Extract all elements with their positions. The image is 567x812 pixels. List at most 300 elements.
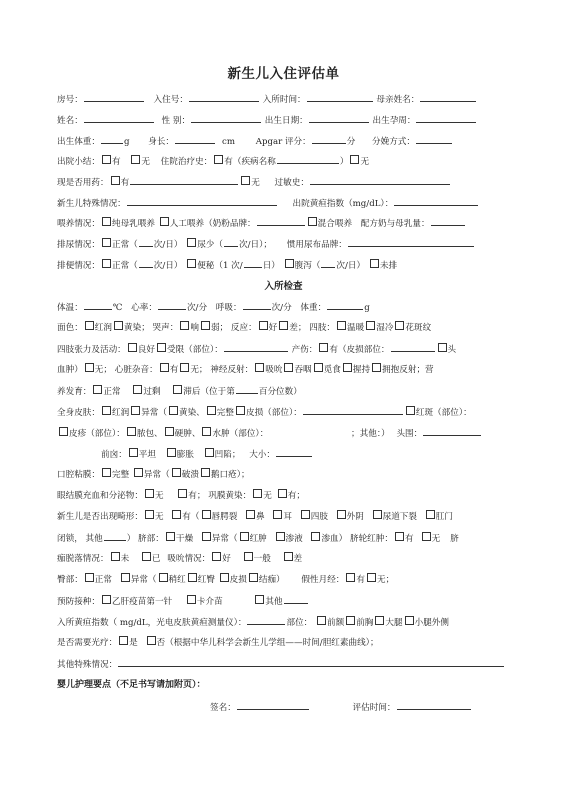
checkbox-injury-no[interactable] — [85, 363, 94, 372]
checkbox-forehead[interactable] — [317, 616, 326, 625]
checkbox-pustule[interactable] — [127, 427, 136, 436]
checkbox-hepb[interactable] — [102, 595, 111, 604]
checkbox-murmur-yes[interactable] — [160, 363, 169, 372]
label-apgar: Apgar 评分： — [255, 137, 311, 147]
checkbox-sclera-yes[interactable] — [278, 489, 287, 498]
label-special: 新生儿特殊情况： — [57, 199, 126, 209]
opt-treat-no: 无 — [360, 157, 370, 167]
opt-butt-abnormal: 异常（ — [130, 575, 157, 585]
label-diaper: 惯用尿布品牌： — [286, 240, 347, 250]
row-basic-3 — [57, 134, 517, 148]
checkbox-vac-other[interactable] — [255, 595, 264, 604]
checkbox-butt-red[interactable] — [188, 573, 197, 582]
field-delivery[interactable] — [416, 134, 452, 144]
row-basic-2 — [57, 113, 517, 127]
label-murmur: 心脏杂音： — [114, 365, 158, 375]
opt-tone-good: 良好 — [137, 345, 155, 355]
label-hospital-no: 入住号： — [153, 95, 188, 105]
label-ratio: 配方奶与母乳量： — [360, 219, 430, 229]
checkbox-summary-no[interactable] — [131, 155, 140, 164]
label-vaccine: 预防接种： — [57, 597, 100, 607]
checkbox-butt-slight[interactable] — [159, 573, 168, 582]
opt-grasp: 握持 — [352, 365, 371, 375]
opt-sunken: 凹陷； — [214, 450, 241, 460]
field-length[interactable] — [175, 134, 215, 144]
opt-yellow: 黄染； — [124, 323, 150, 333]
label-injury: 产伤： — [291, 345, 318, 355]
label-birthdate: 出生日期： — [264, 116, 308, 126]
checkbox-treat-yes[interactable] — [214, 155, 223, 164]
field-birthdate[interactable] — [309, 113, 369, 123]
field-hospital-no[interactable] — [189, 92, 259, 102]
checkbox-cord-exudate[interactable] — [276, 532, 285, 541]
label-nutrition: 养发育： — [57, 387, 92, 397]
label-buttock: 臀部： — [57, 575, 83, 585]
opt-sclera-yes: 有； — [287, 491, 306, 501]
checkbox-def-none[interactable] — [145, 510, 154, 519]
opt-peel: 皮疹（部位）： — [69, 429, 125, 439]
opt-breast: 纯母乳喂养 — [111, 219, 155, 229]
label-menses: 假性月经： — [301, 575, 345, 585]
unit-per-min: 次/分 — [186, 303, 208, 313]
field-head-circ[interactable] — [423, 426, 481, 436]
label-phototherapy: 是否需要光疗： — [57, 638, 118, 648]
opt-mucosa-broken: 破溃 — [181, 470, 199, 480]
checkbox-nutr-normal[interactable] — [93, 385, 102, 394]
checkbox-skin-ruddy[interactable] — [102, 406, 111, 415]
checkbox-resp-poor[interactable] — [279, 321, 288, 330]
checkbox-font-flat[interactable] — [129, 448, 138, 457]
row-other-special — [57, 657, 517, 671]
label-scab-fall: 痂脱落情况： — [57, 554, 109, 564]
checkbox-tone-good[interactable] — [128, 343, 137, 352]
label-ring: 脐轮红肿： — [349, 534, 393, 544]
label-meds: 现是否用药： — [57, 178, 109, 188]
checkbox-def-yes[interactable] — [172, 510, 181, 519]
checkbox-mucosa-abnormal[interactable] — [134, 468, 143, 477]
unit-per-min: 次/分 — [271, 303, 292, 313]
checkbox-formula[interactable] — [160, 217, 169, 226]
opt-nutr-over: 过剩 — [143, 387, 161, 397]
label-delivery: 分娩方式： — [372, 137, 416, 147]
label-admit-jaundice: 入所黄疸指数（ mg/dL，光电皮肤黄疸测量仪）： — [57, 618, 247, 628]
opt-skin-abnormal: 异常（ — [141, 408, 167, 418]
checkbox-moro[interactable] — [372, 363, 381, 372]
label-allergy: 过敏史： — [274, 178, 309, 188]
label-fontanel: 前囟： — [101, 450, 127, 460]
checkbox-cord-blood[interactable] — [311, 532, 320, 541]
field-weight[interactable] — [327, 300, 363, 310]
checkbox-mucosa-intact[interactable] — [102, 468, 111, 477]
opt-mottle: 花斑纹 — [405, 323, 432, 333]
checkbox-meds-yes[interactable] — [111, 176, 120, 185]
checkbox-murmur-no[interactable] — [180, 363, 189, 372]
field-def-other[interactable] — [104, 531, 126, 541]
field-diarr[interactable] — [321, 258, 335, 268]
checkbox-nose[interactable] — [246, 510, 255, 519]
checkbox-limbs-cold[interactable] — [366, 321, 375, 330]
row-stool — [57, 258, 517, 272]
row-mucosa — [57, 468, 517, 482]
field-meds[interactable] — [130, 175, 238, 185]
row-vitals — [57, 300, 517, 314]
checkbox-limbs-mottle[interactable] — [395, 321, 404, 330]
opt-suck-poor: 差 — [293, 554, 303, 564]
label-urination: 排尿情况： — [57, 240, 100, 250]
field-discharge-jaundice[interactable] — [394, 196, 478, 206]
row-heart-reflex — [57, 363, 517, 377]
field-urine-less[interactable] — [224, 237, 238, 247]
opt-bulge: 膨胀 — [176, 450, 194, 460]
opt-thrush: 鹅口疮）； — [210, 470, 250, 480]
unit-g: g — [364, 303, 370, 313]
checkbox-swallow[interactable] — [284, 363, 293, 372]
checkbox-genital[interactable] — [337, 510, 346, 519]
label-feeding: 喂养情况： — [57, 219, 100, 229]
row-admit-jaundice — [57, 615, 517, 629]
label-gest-age: 出生孕周： — [372, 116, 416, 126]
opt-ear: 耳 — [283, 512, 292, 522]
field-signature[interactable] — [237, 700, 309, 710]
opt-warm: 温暖 — [347, 323, 365, 333]
opt-skin-intact: 完整 — [216, 408, 234, 418]
unit-per-day: 次/日） — [153, 240, 183, 250]
opt-photo-yes: 是 — [129, 638, 138, 648]
checkbox-butt-abnormal[interactable] — [121, 573, 130, 582]
opt-injury-yes: 有（皮损部位： — [329, 345, 390, 355]
checkbox-peel[interactable] — [59, 427, 68, 436]
field-ratio[interactable] — [431, 216, 465, 226]
row-signature — [210, 700, 510, 714]
opt-stool-normal: 正常（ — [111, 261, 138, 271]
checkbox-hard[interactable] — [165, 427, 174, 436]
opt-murmur-yes: 有 — [169, 365, 179, 375]
checkbox-chest[interactable] — [346, 616, 355, 625]
checkbox-anus[interactable] — [426, 510, 435, 519]
opt-cord-exudate: 渗液 — [285, 534, 303, 544]
row-tone — [57, 342, 517, 356]
checkbox-constip[interactable] — [187, 259, 196, 268]
opt-eye-none: 无 — [154, 491, 164, 501]
opt-loud: 响 — [190, 323, 199, 333]
label-mucosa: 口腔粘膜： — [57, 470, 100, 480]
opt-swallow: 吞咽 — [294, 365, 312, 375]
unit-score: 分 — [346, 137, 356, 147]
checkbox-not-passed[interactable] — [370, 259, 379, 268]
checkbox-thrush[interactable] — [201, 468, 210, 477]
checkbox-scab-not[interactable] — [111, 552, 120, 561]
opt-suck-avg: 一般 — [253, 554, 271, 564]
field-name[interactable] — [84, 113, 154, 123]
opt-not-passed: 未排 — [379, 261, 398, 271]
label-deformity: 新生儿是否出现畸形： — [57, 512, 143, 522]
label-signature: 签名： — [210, 703, 236, 713]
checkbox-mixed[interactable] — [308, 217, 317, 226]
label-name: 姓名： — [57, 116, 83, 126]
field-room[interactable] — [84, 92, 144, 102]
opt-skin-yellow: 黄染、 — [178, 408, 205, 418]
checkbox-hypo[interactable] — [373, 510, 382, 519]
opt-cold: 湿冷 — [376, 323, 394, 333]
checkbox-ring-no[interactable] — [422, 532, 431, 541]
checkbox-diarr[interactable] — [285, 259, 294, 268]
checkbox-photo-no[interactable] — [147, 636, 156, 645]
opt-poor: 差； — [289, 323, 307, 333]
field-eval-time[interactable] — [397, 700, 471, 710]
checkbox-thigh[interactable] — [375, 616, 384, 625]
label-skin: 全身皮肤： — [57, 408, 100, 418]
checkbox-suck[interactable] — [255, 363, 264, 372]
opt-menses-yes: 有 — [356, 575, 365, 585]
label-jaundice-site: 部位： — [286, 618, 313, 628]
field-stool-normal[interactable] — [139, 258, 153, 268]
checkbox-cry-weak[interactable] — [201, 321, 210, 330]
label-discharge-jaundice: 出院黄疸指数（mg/dL）： — [292, 199, 394, 209]
label-sex: 性 别： — [161, 116, 191, 126]
opt-ring-no: 无 — [431, 534, 441, 544]
checkbox-nutr-lag[interactable] — [173, 385, 182, 394]
label-cord: 脐部： — [138, 534, 164, 544]
row-face — [57, 321, 517, 335]
checkbox-photo-yes[interactable] — [119, 636, 128, 645]
row-feeding — [57, 216, 517, 230]
checkbox-injury-yes[interactable] — [319, 343, 328, 352]
field-constip[interactable] — [244, 258, 262, 268]
checkbox-scab-done[interactable] — [142, 552, 151, 561]
opt-summary-yes: 有 — [111, 157, 121, 167]
field-vac-other[interactable] — [284, 594, 308, 604]
label-room: 房号： — [57, 95, 83, 105]
opt-cord-red: 红肿 — [249, 534, 267, 544]
opt-genital: 外阴 — [346, 512, 364, 522]
field-urine-normal[interactable] — [139, 237, 153, 247]
opt-nutr-normal: 正常 — [103, 387, 121, 397]
checkbox-suck-poor[interactable] — [284, 552, 293, 561]
opt-mucosa-abnormal: 异常（ — [143, 470, 170, 480]
opt-skin-ruddy: 红润 — [111, 408, 130, 418]
text-navel-part: 脐 — [450, 534, 459, 544]
opt-skin-other: ；其他：） — [351, 429, 390, 439]
label-sclera: 巩膜黄染： — [208, 491, 252, 501]
label-stool: 排便情况： — [57, 261, 100, 271]
opt-cleft: 唇腭裂 — [211, 512, 238, 522]
checkbox-meds-no[interactable] — [241, 176, 250, 185]
checkbox-ring-yes[interactable] — [395, 532, 404, 541]
label-hr: 心率： — [131, 303, 157, 313]
checkbox-breast[interactable] — [102, 217, 111, 226]
checkbox-nutr-over[interactable] — [133, 385, 142, 394]
label-font-size: 大小： — [249, 450, 275, 460]
text-nutrition-part: 营 — [425, 365, 434, 375]
field-hr[interactable] — [158, 300, 186, 310]
checkbox-eye-yes[interactable] — [178, 489, 187, 498]
row-vaccine — [57, 594, 517, 608]
field-percentile[interactable] — [236, 384, 258, 394]
row-phototherapy — [57, 636, 517, 650]
label-eval-time: 评估时间： — [352, 703, 396, 713]
opt-hard: 硬肿、 — [174, 429, 201, 439]
checkbox-rash[interactable] — [406, 406, 415, 415]
opt-cord-dry: 干燥 — [175, 534, 194, 544]
opt-chest: 前胸 — [356, 618, 374, 628]
opt-eye-yes: 有； — [188, 491, 206, 501]
field-formula-brand[interactable] — [257, 216, 305, 226]
unit-g: g — [123, 137, 130, 147]
opt-suck: 吸吮 — [265, 365, 283, 375]
checkbox-tone-limited[interactable] — [157, 343, 166, 352]
checkbox-summary-yes[interactable] — [102, 155, 111, 164]
opt-butt-red: 红臀 — [197, 575, 215, 585]
opt-forehead: 前额 — [327, 618, 345, 628]
opt-anus: 肛门 — [435, 512, 453, 522]
field-injury-site[interactable] — [391, 342, 435, 352]
label-discharge-summary: 出院小结： — [57, 157, 100, 167]
checkbox-resp-good[interactable] — [259, 321, 268, 330]
opt-treat-yes: 有（疾病名称 — [224, 157, 276, 167]
opt-meds-yes: 有 — [120, 178, 130, 188]
field-other-special[interactable] — [118, 657, 504, 667]
opt-photo-no: 否（根据中华儿科学会新生儿学组——时间/胆红素曲线）； — [156, 638, 379, 648]
checkbox-edema[interactable] — [202, 427, 211, 436]
opt-tone-limited: 受限（部位）： — [166, 345, 223, 355]
opt-rash: 红斑（部位）： — [415, 408, 472, 418]
checkbox-cleft[interactable] — [202, 510, 211, 519]
label-head-circ: 头围： — [396, 429, 423, 439]
opt-flat: 平坦 — [138, 450, 156, 460]
row-skin-2 — [57, 426, 517, 440]
checkbox-butt-normal[interactable] — [85, 573, 94, 582]
field-diaper[interactable] — [348, 237, 474, 247]
opt-good: 好 — [268, 323, 278, 333]
checkbox-calf[interactable] — [405, 616, 414, 625]
opt-summary-no: 无 — [141, 157, 150, 167]
field-temp[interactable] — [84, 300, 112, 310]
label-other-special: 其他特殊情况： — [57, 660, 118, 670]
checkbox-root[interactable] — [314, 363, 323, 372]
checkbox-suck-good[interactable] — [212, 552, 221, 561]
checkbox-limbs-warm[interactable] — [337, 321, 346, 330]
label-hosp-treat: 住院治疗史： — [160, 157, 213, 167]
label-response: 反应： — [230, 323, 257, 333]
field-gest-age[interactable] — [416, 113, 476, 123]
opt-formula: 人工喂养（奶粉品牌： — [169, 219, 256, 229]
label-sucking: 吸吮情况： — [167, 554, 211, 564]
checkbox-bcg[interactable] — [187, 595, 196, 604]
checkbox-face-yellow[interactable] — [114, 321, 123, 330]
checkbox-sclera-none[interactable] — [253, 489, 262, 498]
opt-urine-less: 尿少（ — [197, 240, 223, 250]
nursing-points-heading: 婴儿护理要点（不足书写请加附页）： — [57, 680, 206, 690]
opt-cord-abnormal: 异常（ — [211, 534, 238, 544]
field-rr[interactable] — [243, 300, 271, 310]
field-admit-jaundice[interactable] — [247, 615, 285, 625]
checkbox-urine-less[interactable] — [187, 238, 196, 247]
field-mother-name[interactable] — [420, 92, 476, 102]
checkbox-hematoma[interactable] — [438, 343, 447, 352]
section-heading-exam: 入所检查 — [264, 281, 303, 292]
opt-calf: 小腿外侧 — [414, 618, 449, 628]
row-deformity — [57, 510, 517, 524]
field-allergy[interactable] — [310, 175, 450, 185]
paren-close: ） — [339, 157, 349, 167]
checkbox-mucosa-broken[interactable] — [172, 468, 181, 477]
label-cry: 哭声： — [152, 323, 179, 333]
row-basic-1 — [57, 92, 517, 106]
opt-urine-normal: 正常（ — [111, 240, 138, 250]
opt-hepb: 乙肝疫苗第一针 — [111, 597, 173, 607]
opt-constip: 便秘（1 次/ — [197, 261, 243, 271]
field-apgar[interactable] — [312, 134, 346, 144]
row-urination — [57, 237, 517, 251]
checkbox-font-bulge[interactable] — [167, 448, 176, 457]
checkbox-treat-no[interactable] — [350, 155, 359, 164]
checkbox-cord-abnormal[interactable] — [202, 532, 211, 541]
field-admit-time[interactable] — [307, 92, 373, 102]
checkbox-menses-yes[interactable] — [346, 573, 355, 582]
opt-hypo: 尿道下裂 — [382, 512, 417, 522]
checkbox-skin-broken[interactable] — [236, 406, 245, 415]
field-font-size[interactable] — [276, 447, 312, 457]
checkbox-urine-normal[interactable] — [102, 238, 111, 247]
opt-skin-broken: 皮损（部位）： — [245, 408, 302, 418]
checkbox-eye-none[interactable] — [145, 489, 154, 498]
opt-root: 觅食 — [323, 365, 341, 375]
opt-atresia: 闭锁， 其他 — [57, 534, 103, 544]
checkbox-cry-loud[interactable] — [180, 321, 189, 330]
checkbox-skin-abnormal[interactable] — [131, 406, 140, 415]
checkbox-cord-dry[interactable] — [166, 532, 175, 541]
opt-mucosa-intact: 完整 — [111, 470, 130, 480]
label-birth-weight: 出生体重： — [57, 137, 100, 147]
form-title: 新生儿入住评估单 — [227, 66, 340, 82]
checkbox-butt-broken[interactable] — [220, 573, 229, 582]
checkbox-butt-scab[interactable] — [249, 573, 258, 582]
checkbox-ear[interactable] — [273, 510, 282, 519]
row-eye — [57, 489, 517, 503]
field-skin-broken-site[interactable] — [303, 405, 403, 415]
field-sex[interactable] — [191, 113, 261, 123]
field-special[interactable] — [127, 196, 277, 206]
opt-nutr-lag: 滞后（位于第 — [183, 387, 235, 397]
checkbox-menses-no[interactable] — [367, 573, 376, 582]
opt-vac-other: 其他 — [265, 597, 283, 607]
checkbox-grasp[interactable] — [343, 363, 352, 372]
checkbox-skin-intact[interactable] — [207, 406, 216, 415]
unit-per-day: 次/日） — [153, 261, 183, 271]
text-hematoma: 血肿） — [57, 365, 83, 375]
unit-cm: cm — [222, 137, 235, 147]
opt-moro: 拥抱反射； — [382, 365, 426, 375]
opt-butt-slight: 稍红 — [168, 575, 186, 585]
label-reflex: 神经反射： — [210, 365, 254, 375]
checkbox-limb-def[interactable] — [301, 510, 310, 519]
field-tone-site[interactable] — [224, 342, 288, 352]
checkbox-face-ruddy[interactable] — [85, 321, 94, 330]
row-buttock — [57, 573, 517, 587]
row-cord — [57, 531, 517, 545]
checkbox-skin-yellow[interactable] — [169, 406, 178, 415]
checkbox-stool-normal[interactable] — [102, 259, 111, 268]
row-discharge — [57, 154, 517, 168]
label-limbs: 四肢： — [309, 323, 336, 333]
opt-bcg: 卡介苗 — [196, 597, 223, 607]
checkbox-cord-red[interactable] — [240, 532, 249, 541]
field-disease-name[interactable] — [277, 154, 339, 164]
checkbox-font-sunken[interactable] — [205, 448, 214, 457]
unit-day: 日） — [262, 261, 280, 271]
field-birth-weight[interactable] — [101, 134, 123, 144]
checkbox-suck-avg[interactable] — [244, 552, 253, 561]
